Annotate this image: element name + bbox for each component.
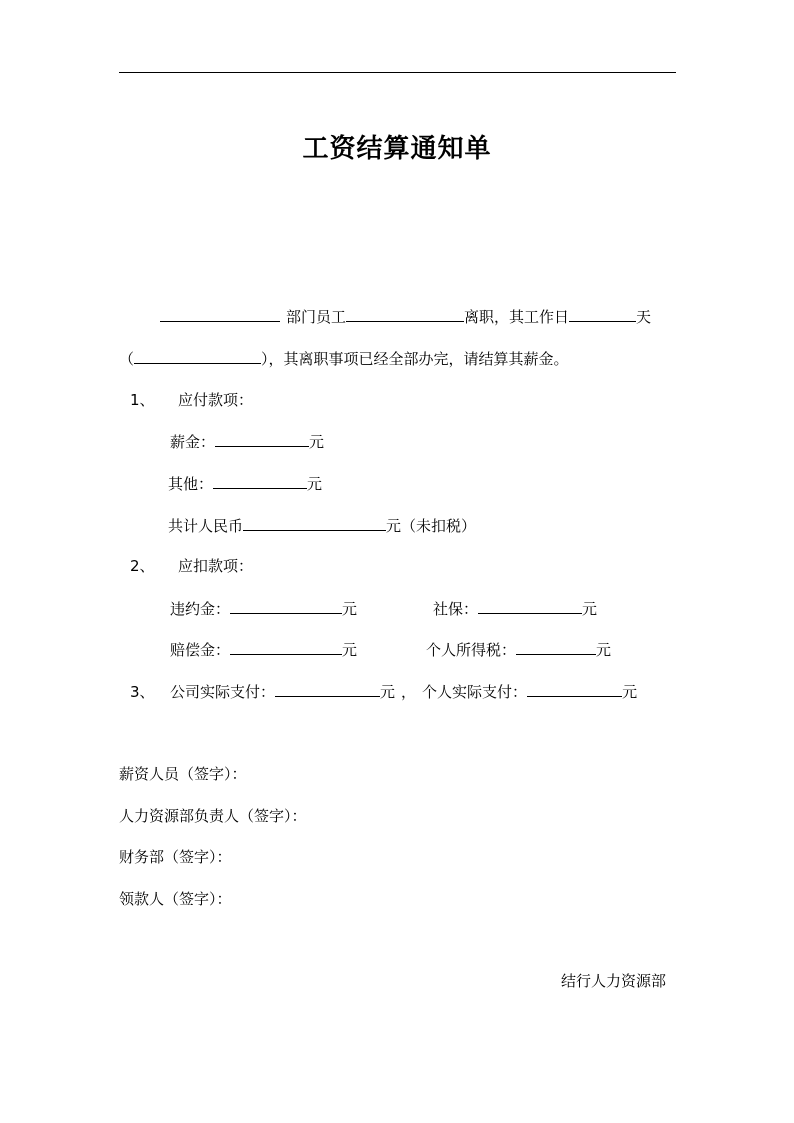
penalty-unit: 元: [342, 600, 358, 618]
salary-amount-blank[interactable]: [215, 431, 309, 447]
signature-payroll: 薪资人员（签字）：: [119, 765, 247, 783]
signature-recipient: 领款人（签字）：: [119, 890, 232, 908]
paren-open-text: （: [119, 350, 135, 368]
section-2-number: 2、: [130, 557, 155, 575]
salary-label: 薪金：: [170, 433, 216, 451]
social-insurance-unit: 元: [582, 600, 598, 618]
other-row: [168, 473, 322, 494]
income-tax-label: 个人所得税：: [426, 641, 517, 659]
section-1-number: 1、: [130, 391, 155, 409]
social-insurance-row: [433, 598, 597, 619]
salary-unit: 元: [309, 433, 325, 451]
company-payment-unit: 元: [380, 683, 396, 701]
total-suffix: 元（未扣税）: [386, 517, 477, 535]
total-label: 共计人民币: [168, 517, 244, 535]
income-tax-row: [426, 639, 611, 660]
section-2-heading: [130, 556, 253, 576]
penalty-amount-blank[interactable]: [230, 598, 342, 614]
compensation-unit: 元: [342, 641, 358, 659]
intro-clause-text: ），其离职事项已经全部办完，请结算其薪金。: [261, 350, 569, 368]
section-3-row: [130, 681, 637, 702]
personal-payment-blank[interactable]: [527, 681, 622, 697]
personal-payment-unit: 元: [622, 683, 638, 701]
section-2-title: 应扣款项：: [178, 557, 254, 575]
signature-finance: 财务部（签字）：: [119, 848, 232, 866]
employee-name-blank[interactable]: [346, 306, 464, 322]
compensation-label: 赔偿金：: [170, 641, 231, 659]
company-payment-label: 公司实际支付：: [170, 683, 276, 701]
compensation-amount-blank[interactable]: [230, 639, 342, 655]
social-insurance-blank[interactable]: [478, 598, 582, 614]
other-amount-blank[interactable]: [213, 473, 307, 489]
dept-suffix-text: 部门员工: [286, 308, 347, 326]
intro-line-2: [119, 348, 569, 369]
total-row: [168, 515, 476, 536]
penalty-row: [170, 598, 357, 619]
resigned-text: 离职，其工作日: [464, 308, 570, 326]
compensation-row: [170, 639, 357, 660]
personal-payment-label: 个人实际支付：: [422, 683, 528, 701]
signature-hr-head: 人力资源部负责人（签字）：: [119, 807, 307, 825]
days-unit-text: 天: [636, 308, 652, 326]
penalty-label: 违约金：: [170, 600, 231, 618]
issuer-department: 结行人力资源部: [561, 972, 667, 990]
document-title: 工资结算通知单: [302, 134, 492, 164]
section-3-separator: ，: [401, 683, 417, 701]
work-days-blank[interactable]: [569, 306, 636, 322]
income-tax-blank[interactable]: [516, 639, 596, 655]
intro-line-1: [160, 306, 651, 327]
income-tax-unit: 元: [596, 641, 612, 659]
company-payment-blank[interactable]: [275, 681, 380, 697]
department-blank[interactable]: [160, 306, 280, 322]
other-unit: 元: [307, 475, 323, 493]
section-1-title: 应付款项：: [178, 391, 254, 409]
section-1-heading: [130, 390, 253, 410]
header-rule: [119, 72, 676, 73]
social-insurance-label: 社保：: [433, 600, 479, 618]
other-label: 其他：: [168, 475, 214, 493]
total-amount-blank[interactable]: [243, 515, 386, 531]
days-detail-blank[interactable]: [134, 348, 261, 364]
salary-row: [170, 431, 324, 452]
section-3-number: 3、: [130, 683, 155, 701]
